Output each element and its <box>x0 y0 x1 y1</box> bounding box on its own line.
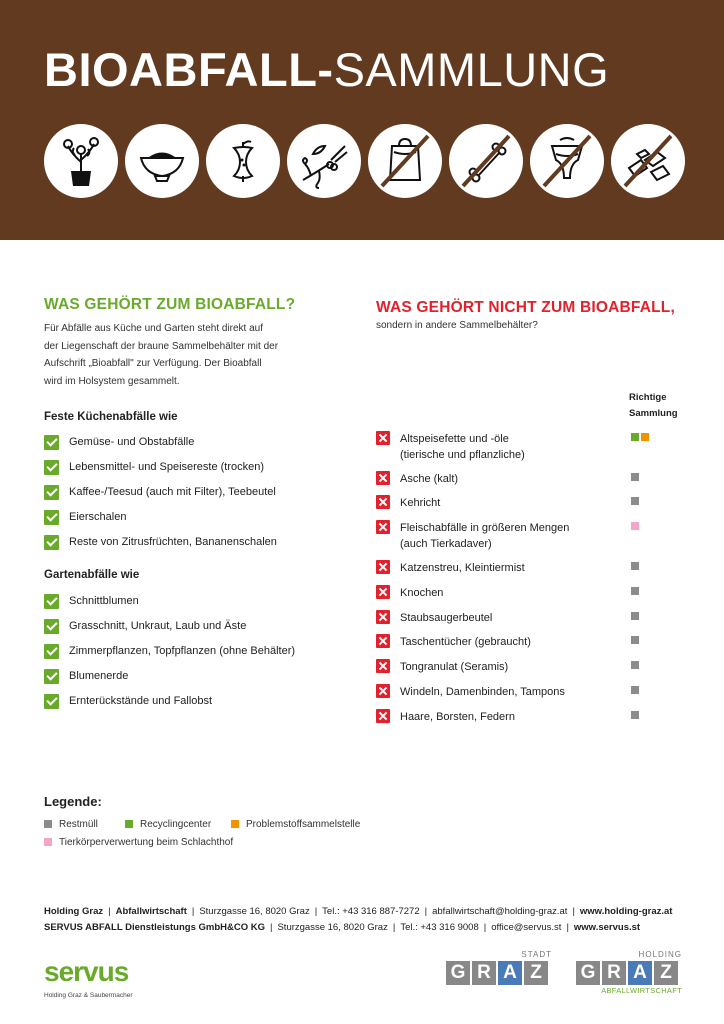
what-does-not-belong-heading: WAS GEHÖRT NICHT ZUM BIOABFALL, <box>376 299 675 316</box>
collection-marker-restmuell <box>631 686 639 694</box>
graz-letter: Z <box>524 961 548 985</box>
graz-letter: A <box>628 961 652 985</box>
legend-item-restmuell <box>44 817 98 831</box>
not-allowed-item-label: Kehricht <box>400 497 441 509</box>
holding-graz-logo <box>576 950 682 998</box>
cross-icon <box>376 495 390 509</box>
cross-icon <box>376 684 390 698</box>
garden-item-label: Blumenerde <box>69 670 129 682</box>
garden-item-label: Ernterückstände und Fallobst <box>69 695 213 707</box>
intro-paragraph <box>44 320 344 390</box>
cross-icon <box>376 610 390 624</box>
footer-tel: Tel.: +43 316 887-7272 <box>322 906 420 917</box>
bowl-of-leftovers-icon <box>125 124 199 198</box>
kitchen-item-label: Reste von Zitrusfrüchten, Bananenschalen <box>69 536 277 548</box>
check-icon <box>44 535 59 550</box>
holding-subtitle: ABFALLWIRTSCHAFT <box>601 986 682 995</box>
stadt-label: STADT <box>521 950 552 959</box>
not-allowed-item-label: Katzenstreu, Kleintiermist <box>400 562 525 574</box>
servus-tagline: Holding Graz & Saubermacher <box>44 992 133 999</box>
not-allowed-item-label: Knochen <box>400 587 444 599</box>
check-icon <box>44 669 59 684</box>
not-allowed-item-label: Windeln, Damenbinden, Tampons <box>400 686 565 698</box>
legend-item-tierkoerper <box>44 835 233 849</box>
footer-org: Holding Graz <box>44 906 104 917</box>
legend-label: Recyclingcenter <box>140 818 212 830</box>
graz-letter: R <box>472 961 496 985</box>
check-icon <box>44 485 59 500</box>
icon-row <box>44 124 684 200</box>
collection-marker-recyclingcenter <box>631 433 639 441</box>
legend-swatch <box>231 820 239 828</box>
cross-icon <box>376 560 390 574</box>
graz-letter: A <box>498 961 522 985</box>
garden-item-label: Zimmerpflanzen, Topfpflanzen (ohne Behälter) <box>69 645 296 657</box>
check-icon <box>44 435 59 450</box>
garden-item-label: Schnittblumen <box>69 595 139 607</box>
cross-icon <box>376 471 390 485</box>
collection-marker-restmuell <box>631 497 639 505</box>
check-icon <box>44 619 59 634</box>
footer-org: SERVUS ABFALL Dienstleistungs GmbH&CO KG <box>44 922 265 933</box>
collection-marker-restmuell <box>631 636 639 644</box>
legend-item-recyclingcenter <box>125 817 211 831</box>
intro-line: Aufschrift „Bioabfall" zur Verfügung. Der Bioabfall <box>44 358 262 369</box>
graz-letter: G <box>576 961 600 985</box>
apple-core-icon <box>206 124 280 198</box>
footer-dept: Abfallwirtschaft <box>115 906 187 917</box>
title-light: SAMMLUNG <box>333 43 610 96</box>
kitchen-item <box>44 509 126 525</box>
legend-label: Restmüll <box>59 818 98 830</box>
correct-collection-line1: Richtige <box>629 392 667 403</box>
not-allowed-item-label: Tongranulat (Seramis) <box>400 661 509 673</box>
collection-marker-problemstoff <box>641 433 649 441</box>
graz-letter: R <box>602 961 626 985</box>
other-bins-subheading: sondern in andere Sammelbehälter? <box>376 320 538 331</box>
servus-wordmark: servus <box>44 956 129 987</box>
not-allowed-item-label: Haare, Borsten, Federn <box>400 711 515 723</box>
collection-marker-tierkoerper <box>631 522 639 530</box>
what-belongs-heading: WAS GEHÖRT ZUM BIOABFALL? <box>44 296 296 313</box>
check-icon <box>44 510 59 525</box>
kitchen-item <box>44 459 264 475</box>
stadt-graz-logo <box>446 950 552 998</box>
page-title <box>44 40 609 100</box>
intro-line: Für Abfälle aus Küche und Garten steht direkt auf <box>44 323 264 334</box>
footer-holding: Holding Graz | Abfallwirtschaft | Sturzgasse 16, 8020 Graz | Tel.: +43 316 887-7272 | abfallwirtschaft@holding-graz.at | www.holding-graz.at <box>44 906 673 917</box>
servus-logo <box>44 958 154 998</box>
footer-email-link[interactable]: office@servus.st <box>491 922 562 933</box>
kitchen-item-label: Kaffee-/Teesud (auch mit Filter), Teebeutel <box>69 486 276 498</box>
correct-collection-line2: Sammlung <box>629 408 678 419</box>
not-allowed-item-label: Staubsaugerbeutel <box>400 612 493 624</box>
garden-item <box>44 618 246 634</box>
not-allowed-item-label: Altspeisefette und -öle <box>400 433 509 445</box>
kitchen-item-label: Gemüse- und Obstabfälle <box>69 436 195 448</box>
collection-marker-restmuell <box>631 587 639 595</box>
bone-crossed-icon <box>449 124 523 198</box>
legend-swatch <box>44 838 52 846</box>
footer-web-link[interactable]: www.servus.st <box>573 922 641 933</box>
kitchen-item-label: Lebensmittel- und Speisereste (trocken) <box>69 461 265 473</box>
garden-item <box>44 643 295 659</box>
diaper-crossed-icon <box>530 124 604 198</box>
kitchen-item <box>44 534 277 550</box>
collection-marker-restmuell <box>631 661 639 669</box>
footer-web-link[interactable]: www.holding-graz.at <box>579 906 673 917</box>
holding-label: HOLDING <box>638 950 682 959</box>
title-bold: BIOABFALL- <box>44 43 334 96</box>
cross-icon <box>376 634 390 648</box>
collection-marker-restmuell <box>631 711 639 719</box>
not-allowed-item-label: Asche (kalt) <box>400 473 459 485</box>
check-icon <box>44 594 59 609</box>
collection-marker-restmuell <box>631 612 639 620</box>
footer-tel: Tel.: +43 316 9008 <box>400 922 479 933</box>
garden-item <box>44 693 212 709</box>
check-icon <box>44 460 59 475</box>
footer-email-link[interactable]: abfallwirtschaft@holding-graz.at <box>432 906 568 917</box>
check-icon <box>44 644 59 659</box>
garden-item <box>44 668 128 684</box>
not-allowed-item-label-2: (auch Tierkadaver) <box>400 538 492 550</box>
branches-and-shears-icon <box>287 124 361 198</box>
cross-icon <box>376 659 390 673</box>
plastic-bag-crossed-icon <box>368 124 442 198</box>
legend-swatch <box>125 820 133 828</box>
stones-crossed-icon <box>611 124 685 198</box>
not-allowed-item-label: Fleischabfälle in größeren Mengen <box>400 522 570 534</box>
collection-marker-restmuell <box>631 562 639 570</box>
collection-marker-restmuell <box>631 473 639 481</box>
cross-icon <box>376 431 390 445</box>
kitchen-item <box>44 484 276 500</box>
cross-icon <box>376 520 390 534</box>
intro-line: wird im Holsystem gesammelt. <box>44 375 180 387</box>
correct-collection-header <box>629 390 678 422</box>
legend-item-problemstoff <box>231 817 360 831</box>
garden-waste-title: Gartenabfälle wie <box>44 569 140 581</box>
legend-label: Tierkörperverwertung beim Schlachthof <box>59 836 234 848</box>
legend-title: Legende: <box>44 794 102 809</box>
kitchen-item <box>44 434 194 450</box>
graz-letter: G <box>446 961 470 985</box>
kitchen-item-label: Eierschalen <box>69 511 127 523</box>
cross-icon <box>376 709 390 723</box>
header-banner <box>0 0 724 240</box>
footer-servus: SERVUS ABFALL Dienstleistungs GmbH&CO KG | Sturzgasse 16, 8020 Graz | Tel.: +43 316 9008 | office@servus.st | www.servus.st <box>44 922 641 933</box>
garden-item <box>44 593 139 609</box>
flowerpot-icon <box>44 124 118 198</box>
check-icon <box>44 694 59 709</box>
kitchen-waste-title: Feste Küchenabfälle wie <box>44 411 178 423</box>
graz-letter: Z <box>654 961 678 985</box>
intro-line: der Liegenschaft der braune Sammelbehälter mit der <box>44 340 279 352</box>
legend-label: Problemstoffsammelstelle <box>246 818 361 830</box>
legend-swatch <box>44 820 52 828</box>
footer-address: Sturzgasse 16, 8020 Graz <box>199 906 310 917</box>
garden-item-label: Grasschnitt, Unkraut, Laub und Äste <box>69 620 247 632</box>
not-allowed-item-label: Taschentücher (gebraucht) <box>400 636 531 648</box>
not-allowed-item-label-2: (tierische und pflanzliche) <box>400 449 525 461</box>
footer-address: Sturzgasse 16, 8020 Graz <box>277 922 388 933</box>
cross-icon <box>376 585 390 599</box>
